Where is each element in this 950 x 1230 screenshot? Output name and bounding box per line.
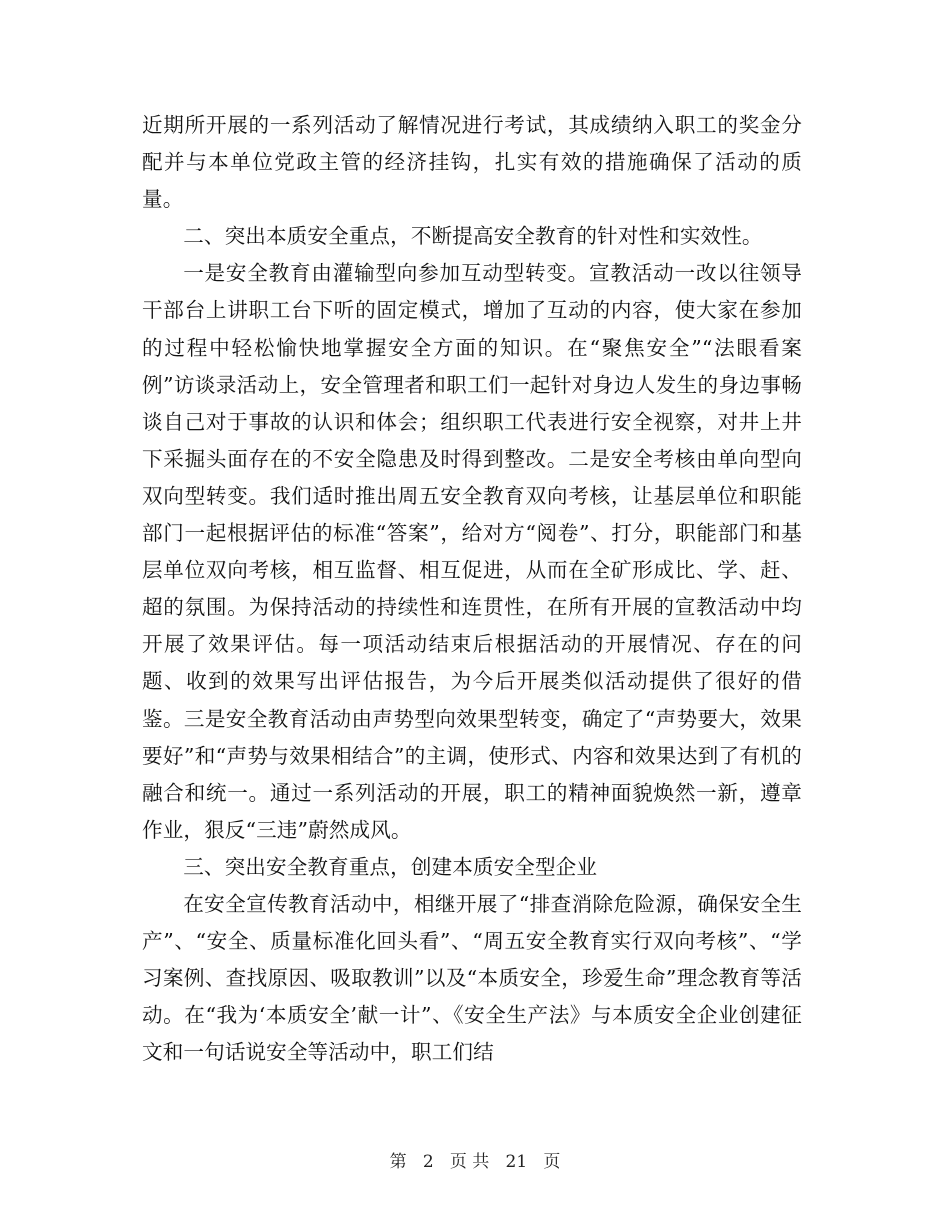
footer-middle: 页 共	[449, 1152, 490, 1172]
footer-current-page: 2	[422, 1152, 434, 1172]
page-footer	[0, 1150, 950, 1174]
paragraph-interactive-education: 一是安全教育由灌输型向参加互动型转变。宣教活动一改以往领导干部台上讲职工台下听的固定模式，增加了互动的内容，使大家在参加的过程中轻松愉快地掌握安全方面的知识。在“聚焦安全”“法眼看案例”访谈录活动上，安全管理者和职工们一起针对身边人发生的身边事畅谈自己对于事故的认识和体会；组织职工代表进行安全视察，对井上井下采掘头面存在的不安全隐患及时得到整改。二是安全考核由单向型向双向型转变。我们适时推出周五安全教育双向考核，让基层单位和职能部门一起根据评估的标准“答案”，给对方“阅卷”、打分，职能部门和基层单位双向考核，相互监督、相互促进，从而在全矿形成比、学、赶、超的氛围。为保持活动的持续性和连贯性，在所有开展的宣教活动中均开展了效果评估。每一项活动结束后根据活动的开展情况、存在的问题、收到的效果写出评估报告，为今后开展类似活动提供了很好的借鉴。三是安全教育活动由声势型向效果型转变，确定了“声势要大，效果要好”和“声势与效果相结合”的主调，使形式、内容和效果达到了有机的融合和统一。通过一系列活动的开展，职工的精神面貌焕然一新，遵章作业，狠反“三违”蔚然成风。	[142, 261, 802, 842]
paragraph-continuation: 近期所开展的一系列活动了解情况进行考试，其成绩纳入职工的奖金分配并与本单位党政主管的经济挂钩，扎实有效的措施确保了活动的质量。	[142, 113, 802, 212]
section-heading-2: 二、突出本质安全重点，不断提高安全教育的针对性和实效性。	[183, 224, 763, 249]
footer-prefix: 第	[389, 1152, 407, 1172]
body-text	[142, 107, 802, 1071]
footer-suffix: 页	[543, 1152, 561, 1172]
footer-total-pages: 21	[505, 1152, 528, 1172]
section-heading-3: 三、突出安全教育重点，创建本质安全型企业	[183, 854, 598, 879]
paragraph-safety-campaigns: 在安全宣传教育活动中，相继开展了“排查消除危险源，确保安全生产”、“安全、质量标准化回头看”、“周五安全教育实行双向考核”、“学习案例、查找原因、吸取教训”以及“本质安全，珍爱生命”理念教育等活动。在“我为‘本质安全’献一计”、《安全生产法》与本质安全企业创建征文和一句话说安全等活动中，职工们结	[142, 891, 802, 1065]
